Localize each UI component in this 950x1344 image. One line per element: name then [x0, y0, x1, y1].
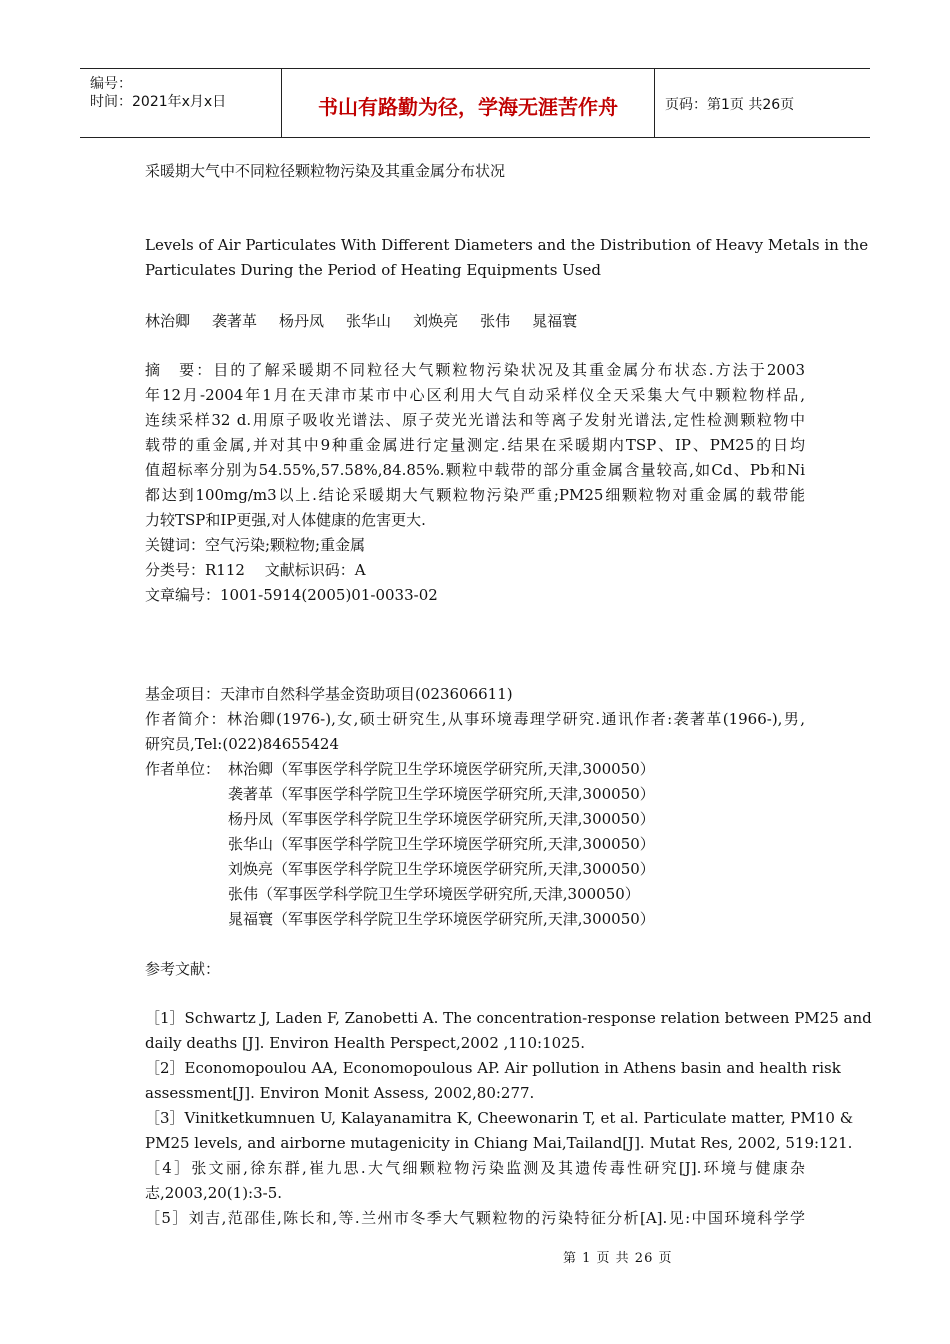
abstract-line: 载带的重金属,并对其中9种重金属进行定量测定.结果在采暖期内TSP、IP、PM25的日均 [145, 436, 805, 454]
author-list [145, 309, 805, 334]
motto: 书山有路勤为径，学海无涯苦作舟 [318, 95, 618, 119]
author: 张华山 [346, 312, 392, 330]
author-bio-line: 研究员,Tel:(022)84655424 [145, 735, 340, 753]
abstract-line: 值超标率分别为54.55%,57.58%,84.85%.颗粒中载带的部分重金属含量较高,如Cd、Pb和Ni [145, 461, 805, 479]
reference-line: daily deaths [J]. Environ Health Perspect,2002 ,110:1025. [145, 1034, 586, 1052]
reference-line: PM25 levels, and airborne mutagenicity in Chiang Mai,Tailand[J]. Mutat Res, 2002, 519:121. [145, 1134, 853, 1152]
affiliation: 张华山（军事医学科学院卫生学环境医学研究所,天津,300050） [228, 835, 655, 853]
abstract-line: 力较TSP和IP更强,对人体健康的危害更大. [145, 511, 426, 529]
affiliation: 张伟（军事医学科学院卫生学环境医学研究所,天津,300050） [228, 885, 640, 903]
title-en-line: Particulates During the Period of Heating Equipments Used [145, 261, 602, 279]
abstract-line: 年12月-2004年1月在天津市某市中心区利用大气自动采样仪全天采集大气中颗粒物样品, [145, 386, 805, 404]
affiliation: 刘焕亮（军事医学科学院卫生学环境医学研究所,天津,300050） [228, 860, 655, 878]
reference-line: assessment[J]. Environ Monit Assess, 2002,80:277. [145, 1084, 535, 1102]
reference-line: 志,2003,20(1):3-5. [145, 1184, 283, 1202]
author: 刘焕亮 [413, 312, 459, 330]
affiliation-label: 作者单位： [145, 760, 221, 778]
author: 晁福寰 [532, 312, 578, 330]
header-page-cell [655, 69, 870, 137]
author: 袭著革 [212, 312, 258, 330]
title-en-line: Levels of Air Particulates With Different Diameters and the Distribution of Heavy Metals in the [145, 236, 869, 254]
abstract-line: 都达到100mg/m3以上.结论采暖期大气颗粒物污染严重;PM25细颗粒物对重金属的载带能 [145, 486, 805, 504]
number-label: 编号： [90, 76, 132, 92]
title-cn: 采暖期大气中不同粒径颗粒物污染及其重金属分布状况 [145, 162, 506, 180]
affiliation: 袭著革（军事医学科学院卫生学环境医学研究所,天津,300050） [228, 785, 655, 803]
author: 张伟 [480, 312, 511, 330]
reference-line: ［3］Vinitketkumnuen U, Kalayanamitra K, Cheewonarin T, et al. Particulate matter, PM10 & [145, 1109, 854, 1127]
affiliation: 林治卿（军事医学科学院卫生学环境医学研究所,天津,300050） [228, 760, 655, 778]
reference-line: ［1］Schwartz J, Laden F, Zanobetti A. The concentration-response relation between PM25 and [145, 1009, 872, 1027]
page-footer: 第 1 页 共 26 页 [563, 1251, 673, 1266]
reference-line: ［5］刘吉,范邵佳,陈长和,等.兰州市冬季大气颗粒物的污染特征分析[A].见:中国环境科学学 [145, 1209, 805, 1227]
affiliation: 晁福寰（军事医学科学院卫生学环境医学研究所,天津,300050） [228, 910, 655, 928]
abstract-line: 摘 要：目的了解采暖期不同粒径大气颗粒物污染状况及其重金属分布状态.方法于2003 [145, 361, 805, 379]
author-bio-line: 作者简介：林治卿(1976-),女,硕士研究生,从事环境毒理学研究.通讯作者:袭著革(1966-),男, [145, 710, 805, 728]
affiliation: 杨丹凤（军事医学科学院卫生学环境医学研究所,天津,300050） [228, 810, 655, 828]
author: 杨丹凤 [279, 312, 325, 330]
reference-line: ［4］张文丽,徐东群,崔九思.大气细颗粒物污染监测及其遗传毒性研究[J].环境与健康杂 [145, 1159, 805, 1177]
keywords: 关键词：空气污染;颗粒物;重金属 [145, 536, 366, 554]
classification: 分类号：R112 文献标识码：A [145, 561, 366, 579]
header-info-cell [80, 69, 282, 137]
fund-info: 基金项目：天津市自然科学基金资助项目(023606611) [145, 685, 513, 703]
article-number: 文章编号：1001-5914(2005)01-0033-02 [145, 586, 438, 604]
references-heading: 参考文献： [145, 960, 221, 978]
time-label: 时间：2021年x月x日 [90, 94, 227, 110]
author: 林治卿 [145, 312, 191, 330]
header-motto-cell [282, 69, 655, 137]
reference-line: ［2］Economopoulou AA, Economopoulous AP. Air pollution in Athens basin and health risk [145, 1059, 841, 1077]
abstract-line: 连续采样32 d.用原子吸收光谱法、原子荧光光谱法和等离子发射光谱法,定性检测颗粒物中 [145, 411, 805, 429]
page-header [80, 68, 870, 138]
page-number: 页码：第1页 共26页 [665, 97, 795, 113]
